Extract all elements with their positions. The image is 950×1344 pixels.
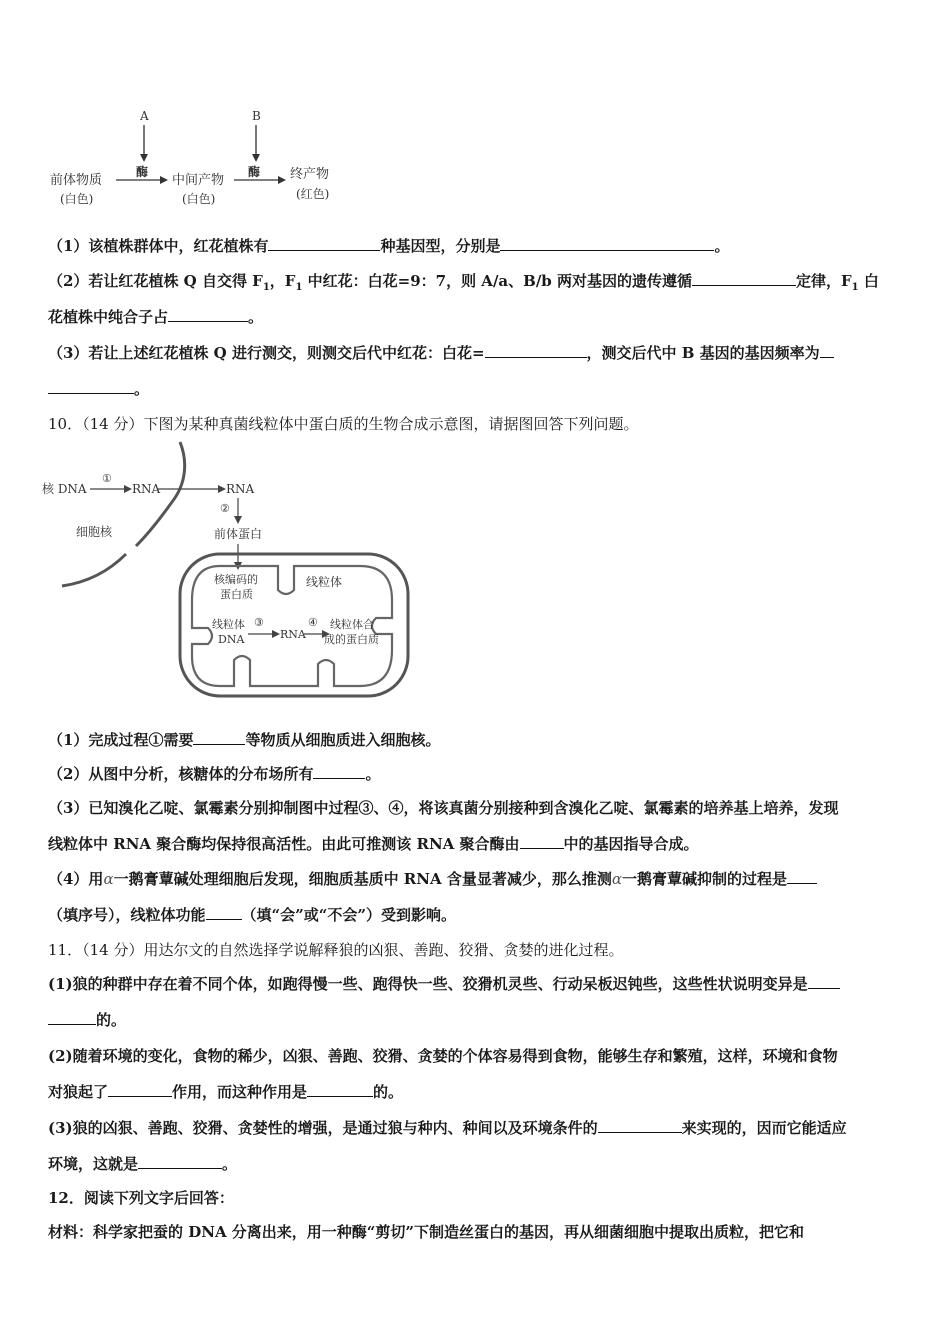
q10-p4-line2-text-b: （填“会”或“不会”）受到影响。: [241, 906, 457, 924]
q10-p4-line2-text-a: （填序号），线粒体功能: [48, 906, 206, 924]
q10-p4-text-a: （4）用: [48, 870, 104, 888]
q9-p2-sub1: 1: [262, 282, 270, 293]
nuclear-dna-label: 核 DNA: [42, 482, 87, 496]
q9-part1: [48, 236, 908, 256]
label-gene-a: A: [140, 109, 149, 123]
q11-p3-line2-text-b: 。: [222, 1155, 238, 1173]
q11-part2-line1: (2)随着环境的变化，食物的稀少，凶狠、善跑、狡猾、贪婪的个体容易得到食物，能够生存和繁殖，这样，环境和食物: [48, 1047, 838, 1065]
q10-p4-blank1[interactable]: [787, 869, 817, 884]
q10-part4-line2: [48, 905, 908, 925]
q11-p2-line2-text-a: 对狼起了: [48, 1083, 109, 1101]
alpha-symbol: α: [103, 870, 114, 888]
q9-p3-blank1[interactable]: [485, 343, 587, 358]
q10-p3-blank[interactable]: [520, 834, 564, 849]
arrow-step1-head: [124, 485, 132, 493]
q10-part4-line1: [48, 869, 908, 889]
rna1-label: RNA: [132, 482, 161, 496]
mt-dna-label-1: 线粒体: [212, 618, 245, 631]
nucleus-label: 细胞核: [76, 525, 113, 539]
q10-p2-text-b: 。: [365, 765, 381, 783]
enzyme2-label: 酶: [248, 165, 261, 179]
q10-part2: [48, 764, 908, 784]
q9-part2-line1: [48, 271, 908, 298]
q9-p3-text-a: （3）若让上述红花植株 Q 进行测交，则测交后代中红花：白花=: [48, 344, 485, 362]
q11-p3-blank1[interactable]: [598, 1118, 682, 1133]
nuclear-encoded-label-1: 核编码的: [214, 573, 258, 586]
rna2-label: RNA: [226, 482, 255, 496]
nuclear-encoded-label-2: 蛋白质: [220, 588, 253, 601]
q9-p2-text-e: 白: [858, 272, 879, 290]
q11-p2-line2-text-b: 作用，而这种作用是: [172, 1083, 308, 1101]
intermediate-label: 中间产物: [172, 173, 225, 188]
q12-material: 材料：科学家把蚕的 DNA 分离出来，用一种酶“剪切”下制造丝蛋白的基因，再从细菌细胞中提取出质粒，把它和: [48, 1223, 805, 1241]
q11-p2-blank1[interactable]: [108, 1082, 172, 1097]
arrow-export-head: [218, 485, 226, 493]
q11-p1-text: (1)狼的种群中存在着不同个体，如跑得慢一些、跑得快一些、狡猾机灵些、行动呆板迟钝些，这些性状说明变异是: [48, 975, 808, 993]
q9-p2-line2-text-b: 。: [248, 308, 264, 326]
q10-title: 10．（14 分）下图为某种真菌线粒体中蛋白质的生物合成示意图，请据图回答下列问题。: [48, 415, 639, 433]
q10-p4-blank2[interactable]: [206, 905, 242, 920]
arrow-a-head: [140, 154, 148, 162]
q10-part3-line2: [48, 834, 908, 854]
rna3-label: RNA: [280, 628, 306, 641]
precursor-color: (白色): [60, 192, 94, 206]
arrow-step1-head: [160, 176, 168, 184]
q10-p1-text-b: 等物质从细胞质进入细胞核。: [245, 731, 441, 749]
arrow-step3-head: [272, 630, 280, 638]
q9-p2-text-c: 中红花：白花=9：7，则 A/a、B/b 两对基因的遗传遵循: [302, 272, 693, 290]
step1-label: ①: [102, 472, 112, 485]
final-label: 终产物: [290, 167, 330, 182]
q10-p1-blank[interactable]: [193, 730, 245, 745]
q11-part1-line1: [48, 974, 908, 994]
q11-p1-blank-a[interactable]: [808, 974, 840, 989]
q10-p1-text-a: （1）完成过程①需要: [48, 731, 194, 749]
q11-part1-line2: [48, 1010, 908, 1030]
q10-p3-line2-text-a: 线粒体中 RNA 聚合酶均保持很高活性。由此可推测该 RNA 聚合酶由: [48, 835, 520, 853]
q11-p2-blank2[interactable]: [307, 1082, 373, 1097]
q11-p3-line2-text-a: 环境，这就是: [48, 1155, 139, 1173]
arrow-step2-head: [234, 516, 242, 524]
q9-p1-text-a: （1）该植株群体中，红花植株有: [48, 237, 269, 255]
q9-p1-text-c: 。: [714, 237, 730, 255]
q10-p4-text-c: 一鹅膏蕈碱抑制的过程是: [621, 870, 787, 888]
step4-label: ④: [308, 616, 318, 629]
q10-p2-text-a: （2）从图中分析，核糖体的分布场所有: [48, 765, 314, 783]
arrow-step2-head: [278, 176, 286, 184]
q10-p2-blank[interactable]: [313, 764, 365, 779]
alpha-symbol: α: [611, 870, 622, 888]
q11-p1-blank-b[interactable]: [48, 1010, 96, 1025]
q9-p2-blank1[interactable]: [692, 271, 796, 286]
q9-p2-text-b: ，F: [269, 272, 296, 290]
q9-p1-blank2[interactable]: [500, 236, 714, 251]
q11-part3-line1: [48, 1118, 908, 1138]
q10-part1: [48, 730, 908, 750]
q9-p2-blank2[interactable]: [168, 307, 248, 322]
q9-p3-blank2a[interactable]: [820, 343, 834, 358]
enzyme1-label: 酶: [136, 165, 149, 179]
q9-p2-text-a: （2）若让红花植株 Q 自交得 F: [48, 272, 263, 290]
q11-p3-text-b: 来实现的，因而它能适应: [681, 1119, 847, 1137]
q10-part3-line1: （3）已知溴化乙啶、氯霉素分别抑制图中过程③、④，将该真菌分别接种到含溴化乙啶、氯霉素的培养基上培养，发现: [48, 799, 839, 817]
mt-protein-label-1: 线粒体合: [330, 618, 374, 631]
q11-part3-line2: [48, 1154, 908, 1174]
q11-title: 11．（14 分）用达尔文的自然选择学说解释狼的凶狠、善跑、狡猾、贪婪的进化过程。: [48, 941, 624, 959]
q9-part3-line2: [48, 379, 908, 399]
nuclear-envelope-lower: [62, 554, 126, 586]
q9-p1-blank1[interactable]: [268, 236, 380, 251]
q9-p2-line2-text-a: 花植株中纯合子占: [48, 308, 169, 326]
precursor-label: 前体物质: [50, 173, 103, 188]
q9-p3-text-b: ，测交后代中 B 基因的基因频率为: [586, 344, 820, 362]
q11-p3-text-a: (3)狼的凶狠、善跑、狡猾、贪婪性的增强，是通过狼与种内、种间以及环境条件的: [48, 1119, 598, 1137]
mitochondria-diagram: [40, 440, 430, 698]
q9-p2-sub3: 1: [851, 282, 859, 293]
q11-p2-line2-text-c: 的。: [373, 1083, 404, 1101]
q9-p3-line2-text-b: 。: [134, 380, 150, 398]
q11-part2-line2: [48, 1082, 908, 1102]
pathway-diagram: [40, 100, 360, 215]
q9-p2-text-d: 定律，F: [796, 272, 852, 290]
q9-part3-line1: [48, 343, 908, 363]
intermediate-color: (白色): [182, 192, 216, 206]
q9-p3-blank2b[interactable]: [48, 379, 134, 394]
mitochondrion-label: 线粒体: [306, 575, 343, 589]
precursor-protein-label: 前体蛋白: [214, 527, 263, 541]
mt-protein-label-2: 成的蛋白质: [324, 633, 379, 646]
q11-p3-blank2[interactable]: [138, 1154, 222, 1169]
q9-p2-sub2: 1: [295, 282, 303, 293]
q9-part2-line2: [48, 307, 908, 327]
q9-p1-text-b: 种基因型，分别是: [380, 237, 501, 255]
q10-p3-line2-text-b: 中的基因指导合成。: [563, 835, 699, 853]
q10-p4-text-b: 一鹅膏蕈碱处理细胞后发现，细胞质基质中 RNA 含量显著减少，那么推测: [113, 870, 612, 888]
q12-title: 12．阅读下列文字后回答：: [48, 1189, 234, 1207]
step2-label: ②: [220, 502, 230, 515]
final-color: (红色): [296, 187, 330, 201]
step3-label: ③: [254, 616, 264, 629]
mt-dna-label-2: DNA: [218, 633, 245, 646]
q11-p1-line2-text: 的。: [96, 1011, 127, 1029]
arrow-b-head: [252, 154, 260, 162]
label-gene-b: B: [252, 109, 261, 123]
